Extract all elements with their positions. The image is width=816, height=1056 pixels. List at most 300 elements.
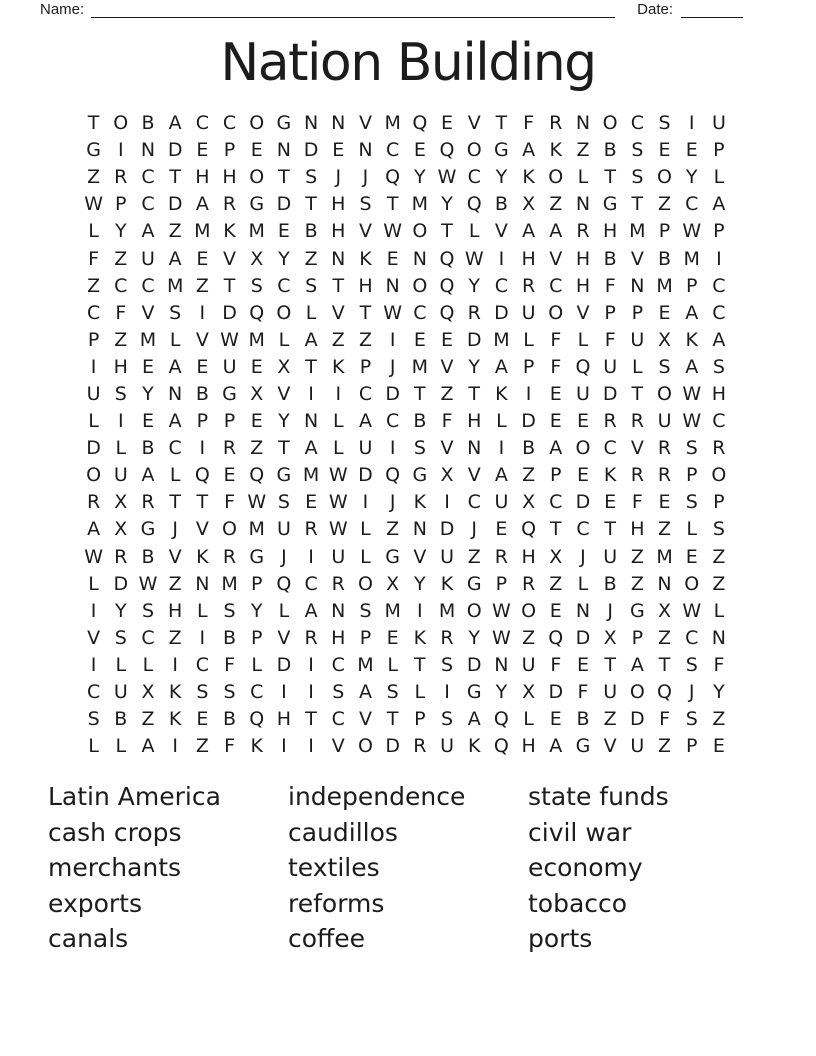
grid-letter: P	[495, 572, 508, 595]
grid-letter: P	[87, 328, 100, 351]
grid-letter: S	[332, 681, 345, 704]
grid-letter: H	[168, 599, 183, 622]
grid-letter: L	[496, 410, 507, 433]
grid-letter: L	[197, 599, 208, 622]
grid-letter: F	[550, 355, 562, 378]
grid-letter: A	[522, 220, 536, 243]
grid-letter: L	[713, 166, 725, 189]
grid-letter: G	[222, 382, 237, 405]
grid-letter: C	[141, 166, 155, 189]
grid-letter: V	[413, 545, 427, 568]
grid-letter: T	[332, 274, 345, 297]
grid-letter: T	[414, 382, 426, 405]
grid-letter: I	[308, 735, 314, 758]
grid-letter: U	[576, 382, 590, 405]
grid-letter: L	[115, 735, 127, 758]
grid-letter: X	[603, 626, 617, 649]
grid-letter: V	[440, 355, 454, 378]
grid-letter: R	[603, 410, 617, 433]
grid-letter: H	[222, 166, 237, 189]
grid-letter: I	[444, 681, 450, 704]
grid-letter: C	[576, 518, 590, 541]
grid-letter: U	[657, 410, 672, 433]
grid-letter: P	[713, 491, 725, 514]
grid-letter: U	[494, 491, 509, 514]
grid-letter: U	[630, 328, 645, 351]
grid-letter: S	[277, 491, 290, 514]
grid-letter: C	[685, 193, 699, 216]
grid-letter: R	[222, 437, 237, 460]
grid-letter: G	[466, 681, 482, 704]
grid-letter: T	[196, 491, 209, 514]
grid-letter: V	[223, 247, 237, 270]
grid-letter: H	[467, 410, 482, 433]
grid-letter: C	[195, 653, 209, 676]
grid-letter: Q	[439, 274, 455, 297]
grid-letter: G	[412, 464, 428, 487]
grid-letter: E	[685, 139, 698, 162]
grid-letter: H	[331, 626, 346, 649]
grid-letter: J	[389, 491, 396, 514]
grid-letter: Z	[168, 572, 182, 595]
grid-letter: T	[386, 708, 399, 731]
grid-letter: P	[250, 626, 263, 649]
grid-letter: Z	[87, 166, 101, 189]
grid-letter: A	[549, 735, 563, 758]
grid-letter: M	[166, 274, 184, 297]
grid-letter: N	[412, 247, 427, 270]
grid-letter: Z	[549, 193, 563, 216]
grid-letter: C	[141, 626, 155, 649]
grid-letter: N	[575, 193, 591, 216]
grid-letter: C	[168, 437, 182, 460]
grid-letter: W	[437, 166, 457, 189]
grid-letter: C	[712, 301, 726, 324]
grid-letter: M	[629, 220, 646, 243]
grid-letter: Z	[712, 572, 726, 595]
grid-letter: Z	[522, 464, 536, 487]
grid-letter: P	[250, 572, 263, 595]
grid-letter: P	[713, 220, 725, 243]
grid-letter: S	[441, 653, 454, 676]
grid-letter: V	[277, 626, 291, 649]
grid-letter: L	[632, 355, 643, 378]
grid-letter: V	[549, 247, 563, 270]
grid-letter: V	[195, 328, 209, 351]
grid-letter: S	[658, 355, 671, 378]
grid-letter: Y	[495, 681, 508, 704]
grid-letter: E	[305, 491, 318, 514]
grid-letter: Q	[249, 464, 265, 487]
grid-letter: I	[389, 437, 396, 460]
grid-letter: U	[141, 247, 155, 270]
grid-letter: G	[602, 193, 618, 216]
grid-letter: C	[304, 572, 318, 595]
grid-letter: J	[389, 355, 396, 378]
word-search-grid	[80, 110, 733, 760]
grid-letter: U	[86, 382, 101, 405]
grid-letter: A	[304, 599, 318, 622]
word-item: ports	[528, 924, 593, 954]
grid-letter: B	[576, 708, 590, 731]
grid-letter: N	[276, 139, 292, 162]
date-blank-line	[681, 2, 743, 18]
grid-letter: N	[412, 518, 427, 541]
grid-letter: Z	[467, 545, 481, 568]
grid-letter: Z	[576, 139, 590, 162]
grid-letter: N	[494, 653, 509, 676]
grid-letter: T	[468, 382, 481, 405]
grid-letter: B	[223, 626, 237, 649]
grid-letter: E	[549, 410, 562, 433]
grid-letter: X	[522, 193, 536, 216]
grid-letter: U	[603, 355, 618, 378]
grid-letter: R	[630, 464, 644, 487]
grid-letter: L	[360, 518, 371, 541]
grid-letter: R	[521, 572, 536, 595]
grid-letter: N	[711, 626, 727, 649]
grid-letter: V	[630, 247, 644, 270]
grid-letter: F	[523, 112, 535, 135]
grid-letter: S	[223, 599, 236, 622]
grid-letter: G	[86, 139, 101, 162]
grid-letter: S	[114, 382, 127, 405]
grid-letter: C	[114, 274, 128, 297]
grid-letter: Y	[685, 166, 698, 189]
grid-letter: D	[466, 653, 482, 676]
grid-letter: O	[86, 464, 102, 487]
grid-letter: U	[276, 518, 291, 541]
grid-letter: E	[196, 139, 209, 162]
grid-letter: M	[683, 247, 700, 270]
grid-letter: D	[167, 193, 183, 216]
grid-letter: O	[412, 220, 428, 243]
grid-letter: D	[494, 301, 509, 324]
grid-letter: A	[712, 193, 726, 216]
grid-letter: W	[682, 599, 702, 622]
grid-letter: S	[413, 437, 426, 460]
grid-letter: D	[113, 572, 129, 595]
grid-letter: O	[548, 166, 564, 189]
grid-letter: U	[113, 464, 128, 487]
grid-letter: E	[658, 491, 671, 514]
grid-letter: I	[525, 382, 532, 405]
grid-letter: N	[303, 410, 319, 433]
grid-letter: G	[466, 572, 482, 595]
grid-letter: Z	[195, 735, 209, 758]
grid-letter: I	[281, 681, 287, 704]
grid-letter: P	[685, 735, 698, 758]
grid-letter: K	[522, 166, 535, 189]
grid-letter: C	[549, 491, 563, 514]
grid-letter: O	[222, 518, 238, 541]
grid-letter: Z	[168, 220, 182, 243]
grid-letter: M	[248, 328, 265, 351]
grid-letter: E	[413, 139, 426, 162]
grid-letter: N	[168, 382, 183, 405]
word-item: textiles	[288, 853, 380, 883]
grid-letter: O	[249, 112, 265, 135]
grid-letter: J	[281, 545, 287, 568]
grid-letter: F	[550, 653, 562, 676]
grid-letter: R	[549, 112, 563, 135]
page-title: Nation Building	[220, 33, 596, 93]
grid-letter: P	[359, 355, 372, 378]
grid-letter: Z	[712, 545, 726, 568]
grid-letter: K	[413, 491, 427, 514]
grid-letter: F	[115, 301, 127, 324]
grid-letter: I	[117, 139, 124, 162]
grid-letter: I	[117, 410, 124, 433]
grid-letter: N	[140, 139, 156, 162]
grid-letter: U	[521, 301, 536, 324]
grid-letter: D	[602, 382, 618, 405]
grid-letter: W	[84, 193, 103, 216]
grid-letter: O	[466, 599, 482, 622]
grid-letter: O	[711, 464, 727, 487]
grid-letter: X	[250, 382, 264, 405]
grid-letter: T	[441, 220, 453, 243]
grid-letter: Z	[658, 735, 672, 758]
grid-letter: C	[630, 112, 644, 135]
word-list-column	[48, 779, 288, 957]
word-item: merchants	[48, 853, 182, 883]
header	[0, 0, 816, 18]
grid-letter: H	[575, 274, 591, 297]
grid-letter: A	[168, 355, 182, 378]
grid-letter: E	[196, 355, 209, 378]
grid-letter: N	[385, 274, 400, 297]
grid-letter: I	[335, 382, 342, 405]
grid-letter: C	[86, 301, 101, 324]
name-label: Name:	[40, 1, 85, 18]
grid-letter: F	[224, 653, 235, 676]
date-label: Date:	[637, 1, 673, 18]
grid-letter: D	[303, 139, 319, 162]
grid-letter: I	[90, 355, 97, 378]
grid-letter: B	[603, 139, 617, 162]
grid-letter: W	[84, 545, 103, 568]
grid-letter: S	[196, 681, 209, 704]
grid-letter: O	[575, 437, 591, 460]
grid-letter: C	[358, 382, 373, 405]
grid-letter: W	[328, 491, 348, 514]
grid-letter: U	[331, 545, 346, 568]
grid-letter: W	[682, 220, 702, 243]
grid-letter: S	[359, 193, 372, 216]
grid-letter: Z	[141, 708, 155, 731]
grid-letter: U	[440, 735, 454, 758]
grid-letter: L	[523, 328, 534, 351]
grid-letter: E	[604, 491, 617, 514]
grid-letter: S	[141, 599, 154, 622]
grid-letter: W	[220, 328, 239, 351]
grid-letter: D	[385, 382, 400, 405]
grid-letter: K	[168, 681, 182, 704]
grid-letter: L	[387, 653, 398, 676]
grid-letter: T	[87, 112, 100, 135]
grid-letter: B	[522, 437, 536, 460]
grid-letter: A	[358, 410, 372, 433]
grid-letter: M	[384, 112, 401, 135]
grid-letter: O	[548, 301, 564, 324]
grid-letter: C	[86, 681, 101, 704]
grid-letter: F	[659, 708, 670, 731]
grid-letter: C	[222, 112, 237, 135]
grid-letter: Y	[278, 247, 290, 270]
grid-letter: E	[576, 464, 589, 487]
grid-letter: O	[657, 382, 673, 405]
grid-letter: V	[195, 518, 209, 541]
grid-letter: E	[658, 139, 671, 162]
grid-letter: J	[607, 599, 613, 622]
grid-letter: B	[603, 572, 617, 595]
grid-letter: L	[278, 599, 290, 622]
word-item: reforms	[288, 888, 385, 918]
grid-letter: M	[139, 328, 157, 351]
grid-letter: N	[303, 112, 319, 135]
grid-letter: J	[172, 518, 178, 541]
grid-letter: Y	[495, 166, 508, 189]
word-item: Latin America	[48, 782, 221, 811]
grid-letter: S	[712, 518, 725, 541]
grid-letter: L	[88, 220, 99, 243]
grid-letter: I	[90, 653, 97, 676]
grid-letter: O	[357, 572, 373, 595]
grid-letter: P	[359, 626, 372, 649]
grid-letter: H	[575, 247, 591, 270]
grid-letter: D	[222, 301, 237, 324]
grid-letter: T	[359, 301, 372, 324]
grid-letter: T	[414, 653, 426, 676]
grid-letter: T	[305, 355, 317, 378]
grid-letter: S	[169, 301, 182, 324]
grid-letter: D	[167, 139, 183, 162]
grid-letter: Y	[114, 599, 127, 622]
grid-letter: C	[712, 410, 726, 433]
grid-letter: B	[223, 708, 237, 731]
grid-letter: T	[278, 437, 290, 460]
grid-letter: B	[658, 247, 672, 270]
grid-letter: X	[658, 599, 672, 622]
grid-letter: L	[713, 599, 725, 622]
grid-letter: E	[141, 410, 154, 433]
grid-letter: S	[685, 708, 698, 731]
grid-letter: M	[384, 599, 401, 622]
grid-letter: S	[685, 437, 698, 460]
grid-letter: C	[386, 410, 400, 433]
grid-letter: U	[711, 112, 726, 135]
grid-letter: V	[603, 735, 617, 758]
grid-letter: F	[577, 681, 589, 704]
grid-letter: H	[711, 382, 727, 405]
grid-letter: A	[141, 735, 155, 758]
grid-letter: S	[685, 491, 698, 514]
word-item: caudillos	[288, 817, 398, 847]
grid-letter: O	[249, 166, 265, 189]
grid-letter: A	[168, 112, 182, 135]
grid-letter: Y	[278, 410, 290, 433]
grid-letter: H	[630, 518, 645, 541]
grid-letter: L	[468, 220, 480, 243]
grid-letter: U	[521, 653, 536, 676]
grid-letter: R	[304, 626, 318, 649]
grid-letter: L	[360, 545, 371, 568]
grid-letter: V	[277, 382, 291, 405]
grid-letter: N	[575, 599, 591, 622]
word-item: state funds	[528, 782, 669, 811]
grid-letter: D	[276, 193, 292, 216]
grid-letter: Q	[412, 112, 428, 135]
grid-letter: X	[114, 518, 128, 541]
word-item: coffee	[288, 924, 366, 954]
grid-letter: P	[414, 708, 426, 731]
grid-letter: H	[331, 220, 346, 243]
grid-letter: E	[549, 382, 562, 405]
grid-letter: L	[577, 572, 589, 595]
grid-letter: V	[467, 464, 481, 487]
grid-letter: L	[523, 708, 534, 731]
grid-letter: H	[521, 735, 536, 758]
grid-letter: U	[113, 681, 128, 704]
grid-letter: L	[332, 437, 344, 460]
grid-letter: R	[114, 166, 128, 189]
grid-letter: S	[658, 112, 671, 135]
grid-letter: P	[604, 301, 616, 324]
grid-letter: T	[495, 112, 508, 135]
grid-letter: Z	[168, 626, 182, 649]
grid-letter: R	[331, 572, 345, 595]
grid-letter: L	[414, 681, 426, 704]
grid-letter: S	[87, 708, 100, 731]
grid-letter: P	[713, 139, 725, 162]
grid-letter: V	[87, 626, 101, 649]
grid-letter: K	[603, 464, 617, 487]
grid-letter: A	[87, 518, 101, 541]
grid-letter: Z	[549, 572, 563, 595]
grid-letter: L	[88, 410, 99, 433]
grid-letter: U	[222, 355, 237, 378]
grid-letter: Q	[249, 708, 265, 731]
grid-letter: W	[247, 491, 267, 514]
grid-letter: N	[657, 572, 672, 595]
grid-letter: I	[172, 735, 178, 758]
grid-letter: G	[494, 139, 509, 162]
grid-letter: T	[169, 166, 181, 189]
grid-letter: S	[114, 626, 127, 649]
grid-letter: V	[630, 437, 644, 460]
grid-letter: V	[358, 220, 372, 243]
grid-letter: Q	[249, 301, 265, 324]
grid-letter: F	[550, 328, 562, 351]
grid-letter: D	[575, 491, 591, 514]
grid-letter: Z	[712, 708, 726, 731]
grid-letter: C	[195, 112, 209, 135]
grid-letter: A	[494, 464, 508, 487]
grid-letter: G	[575, 735, 591, 758]
grid-letter: N	[195, 572, 210, 595]
grid-letter: D	[521, 410, 536, 433]
grid-letter: O	[276, 301, 292, 324]
grid-letter: Q	[548, 626, 564, 649]
grid-letter: Y	[441, 193, 453, 216]
grid-letter: R	[712, 437, 726, 460]
grid-letter: R	[114, 545, 128, 568]
grid-letter: A	[549, 220, 563, 243]
grid-letter: R	[467, 301, 481, 324]
grid-letter: F	[224, 491, 235, 514]
grid-letter: W	[492, 626, 511, 649]
